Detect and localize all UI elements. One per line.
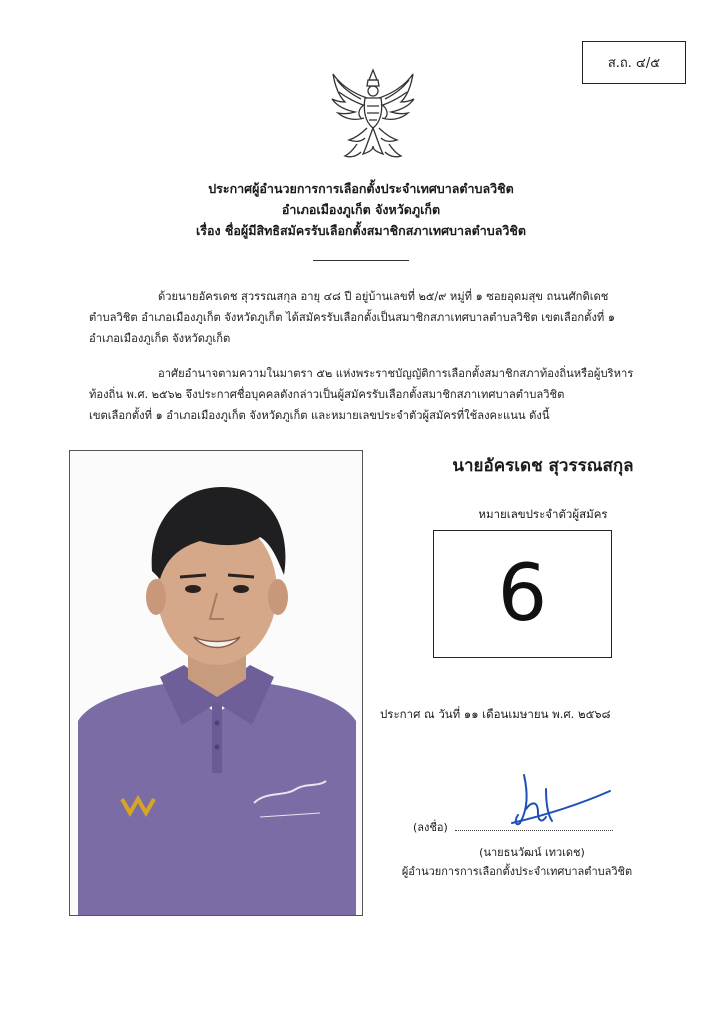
handwritten-signature [506, 765, 616, 837]
paragraph-2-line-2: ท้องถิ่น พ.ศ. ๒๕๖๒ จึงประกาศชื่อบุคคลดังกล่าวเป็นผู้สมัครรับเลือกตั้งสมาชิกสภาเทศบาลตำบลวิชิต [89, 388, 565, 401]
paragraph-1-line-1: ด้วยนายอัครเดช สุวรรณสกุล อายุ ๔๘ ปี อยู่บ้านเลขที่ ๒๕/๙ หมู่ที่ ๑ ซอยอุดมสุข ถนนศักดิเดช [158, 290, 609, 303]
candidate-number-box [433, 530, 612, 658]
signer-title: ผู้อำนวยการการเลือกตั้งประจำเทศบาลตำบลวิชิต [401, 865, 633, 878]
form-code-box [582, 41, 686, 84]
sign-label: (ลงชื่อ) [413, 821, 448, 834]
paragraph-2-line-1: อาศัยอำนาจตามความในมาตรา ๕๒ แห่งพระราชบัญญัติการเลือกตั้งสมาชิกสภาท้องถิ่นหรือผู้บริหาร [158, 367, 634, 380]
header-line-1: ประกาศผู้อำนวยการการเลือกตั้งประจำเทศบาลตำบลวิชิต [208, 181, 514, 196]
paragraph-1-line-3: อำเภอเมืองภูเก็ต จังหวัดภูเก็ต [89, 332, 231, 345]
garuda-emblem-icon [327, 68, 419, 162]
form-code: ส.ถ. ๔/๕ [607, 56, 661, 71]
paragraph-2-line-3: เขตเลือกตั้งที่ ๑ อำเภอเมืองภูเก็ต จังหวัดภูเก็ต และหมายเลขประจำตัวผู้สมัครที่ใช้ลงคะแนน ดังนี้ [89, 409, 550, 422]
signature-dotted-line [455, 830, 613, 831]
signer-name: (นายธนวัฒน์ เทวเดช) [479, 846, 585, 859]
announcement-date: ประกาศ ณ วันที่ ๑๑ เดือนเมษายน พ.ศ. ๒๕๖๘ [380, 707, 611, 721]
candidate-name: นายอัครเดช สุวรรณสกุล [452, 456, 634, 476]
header-line-3: เรื่อง ชื่อผู้มีสิทธิสมัครรับเลือกตั้งสมาชิกสภาเทศบาลตำบลวิชิต [195, 223, 527, 238]
candidate-number: 6 [497, 549, 548, 639]
header-divider [313, 260, 409, 261]
candidate-portrait-illustration [70, 451, 363, 916]
paragraph-1-line-2: ตำบลวิชิต อำเภอเมืองภูเก็ต จังหวัดภูเก็ต ได้สมัครรับเลือกตั้งเป็นสมาชิกสภาเทศบาลตำบลวิชิต เขตเลือกตั้งที่ ๑ [89, 311, 615, 324]
candidate-number-label: หมายเลขประจำตัวผู้สมัคร [478, 507, 608, 521]
header-line-2: อำเภอเมืองภูเก็ต จังหวัดภูเก็ต [281, 202, 441, 217]
candidate-photo [69, 450, 363, 916]
